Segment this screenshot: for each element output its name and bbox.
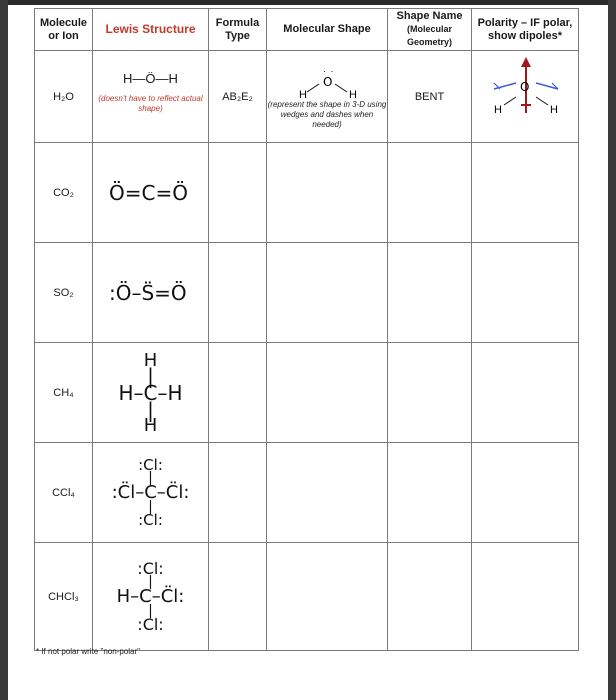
- lewis-cell: [93, 143, 209, 243]
- bond-line: |: [148, 603, 153, 619]
- hydrogen-atom: H: [494, 104, 502, 116]
- bond-line: |: [147, 363, 154, 388]
- worksheet-table: [34, 8, 579, 651]
- polarity-cell: [472, 443, 579, 543]
- lewis-cell: [93, 51, 209, 143]
- lewis-cell: [93, 343, 209, 443]
- shape-cell: [267, 443, 388, 543]
- lone-pair-dots: · ·: [323, 65, 335, 76]
- formula-cell: [209, 543, 267, 651]
- molecule-cell: CHCl₃: [35, 543, 93, 651]
- polarity-cell: [472, 51, 579, 143]
- header-lewis: Lewis Structure: [93, 9, 209, 51]
- polarity-cell: [472, 343, 579, 443]
- bottom-hydrogen: H: [143, 414, 158, 436]
- hydrogen-atom: H: [299, 88, 307, 100]
- right-edge: [608, 0, 616, 700]
- bottom-chlorine: :Cl:: [138, 511, 163, 529]
- bond-line: |: [148, 470, 153, 486]
- lewis-structure: :Ö–S̈=Ö: [109, 280, 187, 305]
- top-chlorine: :Cl:: [138, 456, 163, 474]
- molecule-cell: H₂O: [35, 51, 93, 143]
- table-row: [35, 243, 579, 343]
- header-polarity: Polarity – IF polar, show dipoles*: [472, 9, 579, 51]
- bond-line: |: [148, 499, 153, 515]
- lewis-structure: H—Ö—H: [123, 71, 178, 86]
- table-row: [35, 343, 579, 443]
- top-edge: [0, 0, 616, 5]
- molecule-cell: CCl₄: [35, 443, 93, 543]
- table-row: [35, 143, 579, 243]
- shape-cell: [267, 543, 388, 651]
- polarity-cell: [472, 543, 579, 651]
- dipole-drawing: [472, 51, 578, 142]
- polarity-cell: [472, 243, 579, 343]
- bond-line: |: [147, 397, 154, 422]
- bottom-chlorine: :Cl:: [137, 615, 164, 634]
- table-row: [35, 443, 579, 543]
- shape-name-cell: [388, 543, 472, 651]
- header-row: [35, 9, 579, 51]
- shape-name-cell: [388, 343, 472, 443]
- polarity-cell: [472, 143, 579, 243]
- shape-name-cell: [388, 443, 472, 543]
- hydrogen-atom: H: [349, 88, 357, 100]
- lewis-structure: :C̈l–C–C̈l:: [111, 482, 190, 503]
- shape-name-cell: [388, 243, 472, 343]
- oxygen-atom: O: [323, 74, 333, 89]
- shape-cell: [267, 343, 388, 443]
- shape-cell: [267, 243, 388, 343]
- shape-cell: [267, 51, 388, 143]
- lewis-cell: [93, 243, 209, 343]
- header-shape: Molecular Shape: [267, 9, 388, 51]
- bent-shape-drawing: [267, 64, 387, 100]
- header-shape-name: [388, 9, 472, 51]
- formula-cell: [209, 443, 267, 543]
- hydrogen-atom: H: [550, 104, 558, 116]
- left-edge: [0, 0, 8, 700]
- header-shape-name-sub: (Molecular Geometry): [406, 24, 452, 47]
- formula-cell: [209, 143, 267, 243]
- formula-cell: [209, 343, 267, 443]
- molecule-cell: CO₂: [35, 143, 93, 243]
- top-chlorine: :Cl:: [137, 559, 164, 578]
- lewis-structure: Ö=C=Ö: [109, 180, 188, 205]
- shape-name-cell: [388, 143, 472, 243]
- top-hydrogen: H: [143, 349, 158, 371]
- lewis-structure: H–C–H: [118, 380, 183, 405]
- molecule-cell: CH₄: [35, 343, 93, 443]
- formula-cell: AB₂E₂: [209, 51, 267, 143]
- bond-line: |: [148, 574, 153, 590]
- table-row: [35, 51, 579, 143]
- oxygen-atom: O: [520, 80, 530, 94]
- lewis-note: (doesn't have to reflect actual shape): [98, 94, 203, 113]
- lewis-cell: [93, 443, 209, 543]
- shape-note: (represent the shape in 3-D using wedges and dashes when needed): [267, 99, 387, 129]
- shape-cell: [267, 143, 388, 243]
- molecule-cell: SO₂: [35, 243, 93, 343]
- header-formula: Formula Type: [209, 9, 267, 51]
- shape-name-cell: BENT: [388, 51, 472, 143]
- header-shape-name-main: Shape Name: [396, 10, 463, 22]
- lewis-structure: H–C–C̈l:: [116, 586, 185, 607]
- table-row: [35, 543, 579, 651]
- header-molecule: Molecule or Ion: [35, 9, 93, 51]
- lewis-cell: [93, 543, 209, 651]
- footnote: * If not polar write "non-polar": [36, 647, 140, 656]
- formula-cell: [209, 243, 267, 343]
